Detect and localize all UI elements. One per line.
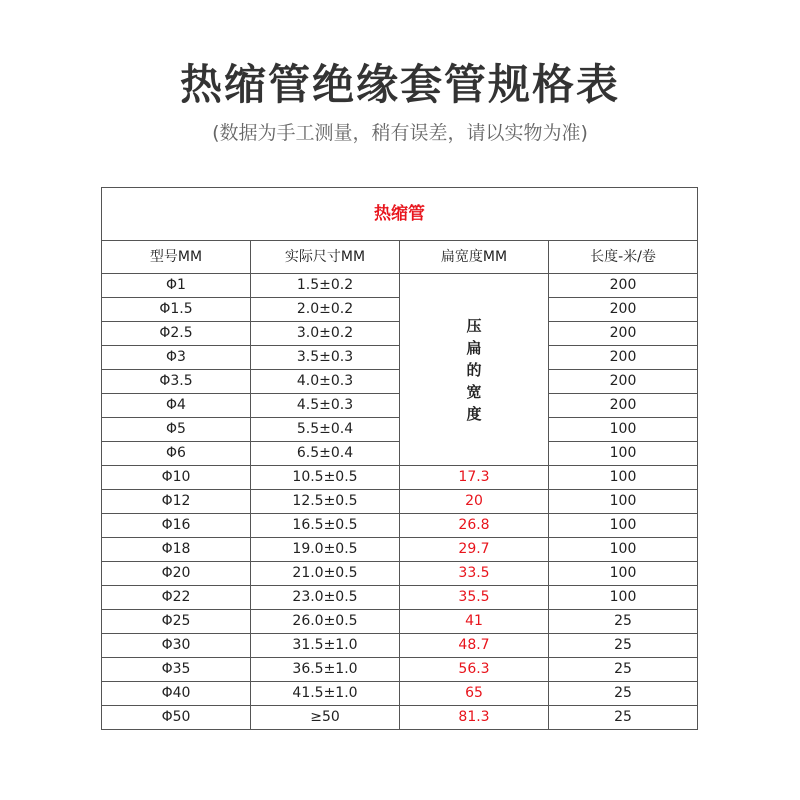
column-header-row bbox=[102, 241, 698, 274]
size-cell: 16.5±0.5 bbox=[251, 514, 400, 538]
length-cell: 100 bbox=[549, 418, 698, 442]
flat-width-cell: 33.5 bbox=[400, 562, 549, 586]
size-cell: 19.0±0.5 bbox=[251, 538, 400, 562]
column-header-length: 长度-米/卷 bbox=[549, 241, 698, 274]
size-cell: 3.5±0.3 bbox=[251, 346, 400, 370]
length-cell: 25 bbox=[549, 658, 698, 682]
model-cell: Φ40 bbox=[102, 682, 251, 706]
length-cell: 200 bbox=[549, 394, 698, 418]
size-cell: 23.0±0.5 bbox=[251, 586, 400, 610]
column-header-size: 实际尺寸MM bbox=[251, 241, 400, 274]
table-row bbox=[102, 706, 698, 730]
table-row bbox=[102, 274, 698, 298]
length-cell: 200 bbox=[549, 370, 698, 394]
length-cell: 100 bbox=[549, 514, 698, 538]
model-cell: Φ5 bbox=[102, 418, 251, 442]
flat-width-note: 压扁的宽度 bbox=[466, 316, 482, 423]
table-row bbox=[102, 586, 698, 610]
length-cell: 200 bbox=[549, 298, 698, 322]
length-cell: 25 bbox=[549, 634, 698, 658]
length-cell: 100 bbox=[549, 466, 698, 490]
model-cell: Φ10 bbox=[102, 466, 251, 490]
table-row bbox=[102, 634, 698, 658]
size-cell: 4.5±0.3 bbox=[251, 394, 400, 418]
table-row bbox=[102, 658, 698, 682]
size-cell: 36.5±1.0 bbox=[251, 658, 400, 682]
table-title: 热缩管 bbox=[102, 188, 698, 241]
flat-width-cell: 29.7 bbox=[400, 538, 549, 562]
model-cell: Φ2.5 bbox=[102, 322, 251, 346]
flat-width-cell: 20 bbox=[400, 490, 549, 514]
size-cell: 3.0±0.2 bbox=[251, 322, 400, 346]
table-row bbox=[102, 466, 698, 490]
model-cell: Φ3.5 bbox=[102, 370, 251, 394]
model-cell: Φ12 bbox=[102, 490, 251, 514]
table-row bbox=[102, 514, 698, 538]
spec-table bbox=[101, 187, 698, 730]
model-cell: Φ20 bbox=[102, 562, 251, 586]
length-cell: 200 bbox=[549, 346, 698, 370]
length-cell: 100 bbox=[549, 538, 698, 562]
length-cell: 100 bbox=[549, 490, 698, 514]
size-cell: 10.5±0.5 bbox=[251, 466, 400, 490]
model-cell: Φ6 bbox=[102, 442, 251, 466]
model-cell: Φ16 bbox=[102, 514, 251, 538]
size-cell: 41.5±1.0 bbox=[251, 682, 400, 706]
length-cell: 25 bbox=[549, 610, 698, 634]
size-cell: 26.0±0.5 bbox=[251, 610, 400, 634]
model-cell: Φ35 bbox=[102, 658, 251, 682]
page-title: 热缩管绝缘套管规格表 bbox=[179, 60, 620, 109]
length-cell: 100 bbox=[549, 442, 698, 466]
length-cell: 25 bbox=[549, 682, 698, 706]
length-cell: 200 bbox=[549, 322, 698, 346]
size-cell: 6.5±0.4 bbox=[251, 442, 400, 466]
length-cell: 25 bbox=[549, 706, 698, 730]
flat-width-cell: 35.5 bbox=[400, 586, 549, 610]
table-row bbox=[102, 490, 698, 514]
model-cell: Φ4 bbox=[102, 394, 251, 418]
size-cell: 4.0±0.3 bbox=[251, 370, 400, 394]
model-cell: Φ1 bbox=[102, 274, 251, 298]
size-cell: 12.5±0.5 bbox=[251, 490, 400, 514]
model-cell: Φ25 bbox=[102, 610, 251, 634]
flat-width-cell: 26.8 bbox=[400, 514, 549, 538]
size-cell: 2.0±0.2 bbox=[251, 298, 400, 322]
model-cell: Φ30 bbox=[102, 634, 251, 658]
size-cell: 21.0±0.5 bbox=[251, 562, 400, 586]
flat-width-cell: 81.3 bbox=[400, 706, 549, 730]
size-cell: ≥50 bbox=[251, 706, 400, 730]
column-header-model: 型号MM bbox=[102, 241, 251, 274]
model-cell: Φ1.5 bbox=[102, 298, 251, 322]
flat-width-cell: 56.3 bbox=[400, 658, 549, 682]
flat-width-cell: 41 bbox=[400, 610, 549, 634]
length-cell: 200 bbox=[549, 274, 698, 298]
page-subtitle: (数据为手工测量，稍有误差，请以实物为准) bbox=[212, 122, 588, 144]
model-cell: Φ3 bbox=[102, 346, 251, 370]
table-row bbox=[102, 562, 698, 586]
flat-width-merged-cell bbox=[400, 274, 549, 466]
column-header-flat-width: 扁宽度MM bbox=[400, 241, 549, 274]
model-cell: Φ50 bbox=[102, 706, 251, 730]
table-row bbox=[102, 538, 698, 562]
flat-width-cell: 65 bbox=[400, 682, 549, 706]
flat-width-cell: 48.7 bbox=[400, 634, 549, 658]
length-cell: 100 bbox=[549, 586, 698, 610]
table-row bbox=[102, 682, 698, 706]
table-header-row bbox=[102, 188, 698, 241]
size-cell: 5.5±0.4 bbox=[251, 418, 400, 442]
model-cell: Φ22 bbox=[102, 586, 251, 610]
size-cell: 1.5±0.2 bbox=[251, 274, 400, 298]
length-cell: 100 bbox=[549, 562, 698, 586]
flat-width-cell: 17.3 bbox=[400, 466, 549, 490]
table-row bbox=[102, 610, 698, 634]
size-cell: 31.5±1.0 bbox=[251, 634, 400, 658]
model-cell: Φ18 bbox=[102, 538, 251, 562]
